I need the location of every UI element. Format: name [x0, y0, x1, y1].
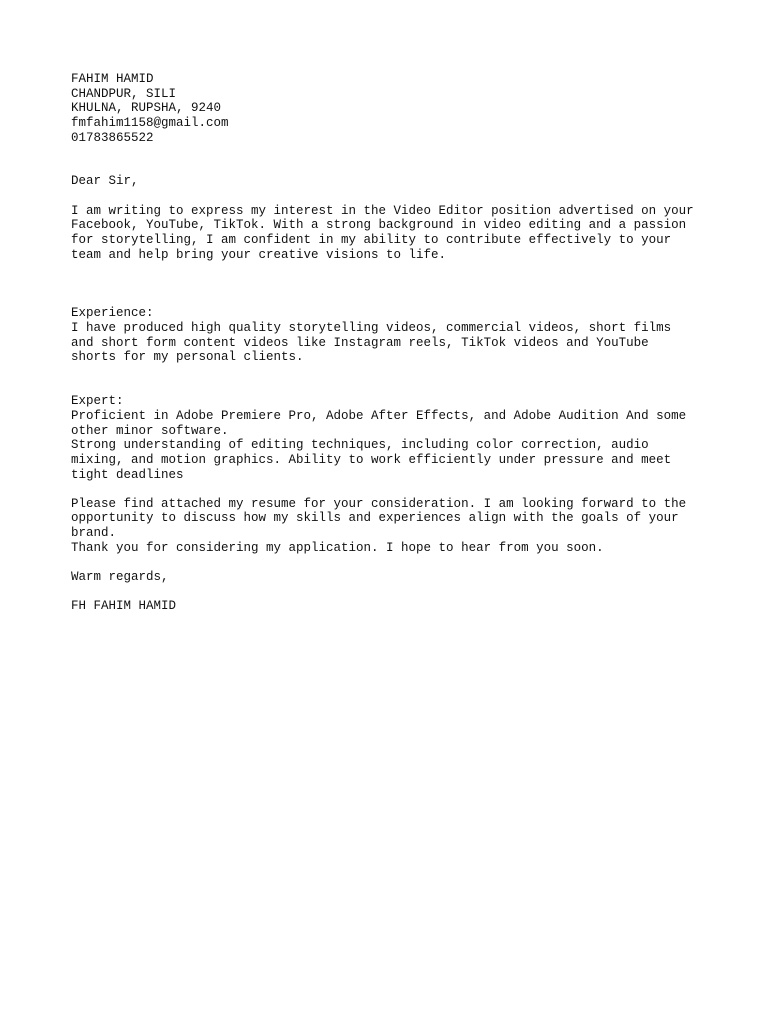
sender-address-line1: CHANDPUR, SILI: [71, 86, 177, 101]
sender-block: [71, 72, 721, 145]
expert-heading: Expert:: [71, 394, 124, 409]
closing-paragraph: [71, 497, 721, 556]
expert-line: tight deadlines: [71, 467, 184, 482]
expert-line: other minor software.: [71, 423, 229, 438]
signature: FH FAHIM HAMID: [71, 599, 177, 614]
closing-line: brand.: [71, 526, 117, 541]
closing-line: Please find attached my resume for your consideration. I am looking forward to the: [71, 496, 687, 511]
spacer: [71, 189, 721, 204]
intro-line: Facebook, YouTube, TikTok. With a strong background in video editing and a passion: [71, 218, 687, 233]
intro-line: team and help bring your creative visions to life.: [71, 247, 447, 262]
intro-paragraph: [71, 204, 721, 263]
spacer: [71, 262, 721, 306]
sender-phone: 01783865522: [71, 130, 154, 145]
spacer: [71, 145, 721, 174]
sign-off: Warm regards,: [71, 570, 169, 584]
experience-line: I have produced high quality storytelling videos, commercial videos, short films: [71, 321, 672, 336]
spacer: [71, 556, 721, 571]
expert-line: mixing, and motion graphics. Ability to work efficiently under pressure and meet: [71, 452, 672, 467]
intro-line: I am writing to express my interest in the Video Editor position advertised on your: [71, 203, 694, 218]
expert-line: Proficient in Adobe Premiere Pro, Adobe After Effects, and Adobe Audition And some: [71, 408, 687, 423]
experience-heading: Experience:: [71, 306, 154, 321]
experience-section: [71, 306, 721, 365]
experience-line: and short form content videos like Instagram reels, TikTok videos and YouTube: [71, 335, 649, 350]
spacer: [71, 365, 721, 394]
experience-line: shorts for my personal clients.: [71, 350, 304, 365]
sender-email: fmfahim1158@gmail.com: [71, 116, 229, 131]
cover-letter: [71, 72, 721, 614]
spacer: [71, 482, 721, 497]
closing-line: Thank you for considering my application. I hope to hear from you soon.: [71, 540, 604, 555]
spacer: [71, 585, 721, 600]
salutation: Dear Sir,: [71, 174, 139, 189]
expert-section: [71, 394, 721, 482]
closing-line: opportunity to discuss how my skills and experiences align with the goals of your: [71, 511, 679, 526]
sender-address-line2: KHULNA, RUPSHA, 9240: [71, 101, 222, 116]
expert-line: Strong understanding of editing techniques, including color correction, audio: [71, 438, 649, 453]
intro-line: for storytelling, I am confident in my ability to contribute effectively to your: [71, 233, 672, 247]
sender-name: FAHIM HAMID: [71, 72, 154, 86]
